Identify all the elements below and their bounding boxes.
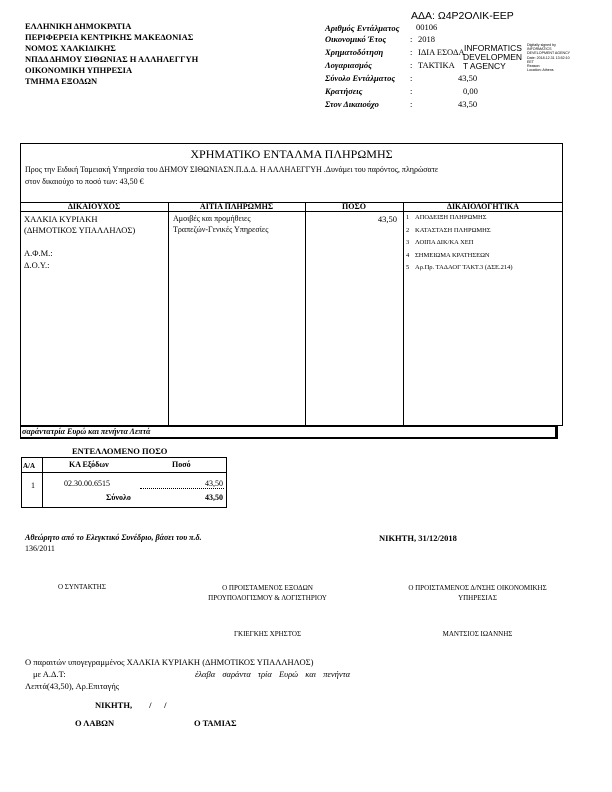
signatory-name: ΓΚΙΕΓΚΗΣ ΧΡΗΣΤΟΣ: [233, 630, 302, 638]
colon: :: [410, 86, 413, 96]
entailed-col-aa: Α/Α: [23, 462, 36, 470]
header-line: ΕΛΛΗΝΙΚΗ ΔΗΜΟΚΡΑΤΙΑ: [25, 21, 132, 31]
beneficiary-amount-label: Στον Δικαιούχο: [325, 99, 379, 109]
signature-org-line: T AGENCY: [463, 61, 506, 71]
audit-note: 136/2011: [25, 544, 55, 553]
receipt-statement: Λεπτά(43,50), Αρ.Επιταγής: [25, 681, 120, 691]
place-date: ΝΙΚΗΤΗ, 31/12/2018: [379, 533, 457, 543]
document-item: 5 Αρ.Πρ. ΤΑΔΑΟΓ ΤΑΚΤ.3 (ΔΣΕ.214): [406, 264, 513, 271]
payment-cause: Αμοιβές και προμήθειες: [173, 214, 251, 223]
signature-org-line: DEVELOPMEN: [463, 52, 523, 62]
colon: :: [410, 60, 413, 70]
col-header-amount: ΠΟΣΟ: [342, 202, 366, 211]
signature-org-line: INFORMATICS: [464, 43, 522, 53]
signature-detail-line: Reason:: [527, 64, 541, 69]
receipt-place-date: ΝΙΚΗΤΗ, / /: [95, 700, 167, 710]
year-label: Οικονομικό Έτος: [325, 34, 387, 44]
entailed-row-separator: [140, 488, 224, 489]
signatory-composer: Ο ΣΥΝΤΑΚΤΗΣ: [58, 583, 106, 591]
signature-detail-line: INFORMATICS: [527, 47, 552, 52]
order-no-value: 00106: [416, 22, 438, 32]
financing-label: Χρηματοδότηση: [325, 47, 384, 57]
entailed-row-ka: 02.30.00.6515: [64, 479, 110, 488]
payment-cause: Τραπεζών-Γενικές Υπηρεσίες: [173, 225, 269, 234]
column-divider: [305, 202, 306, 426]
signatory-financial-head: [380, 583, 575, 603]
audit-note: Αθεώρητο από το Ελεγκτικό Συνέδριο, βάσει του π.δ.: [25, 533, 202, 542]
colon: :: [410, 99, 413, 109]
document-item: 1 ΑΠΟΔΕΙΞΗ ΠΛΗΡΩΜΗΣ: [406, 214, 487, 221]
order-no-label: Αριθμός Εντάλματος: [325, 23, 400, 33]
signatory-title-line: Ο ΠΡΟΙΣΤΑΜΕΝΟΣ ΕΞΟΔΩΝ: [222, 584, 313, 592]
col-header-cause: ΑΙΤΙΑ ΠΛΗΡΩΜΗΣ: [199, 202, 274, 211]
beneficiary-name: ΧΑΛΚΙΑ ΚΥΡΙΑΚΗ: [24, 214, 98, 224]
document-item: 3 ΛΟΙΠΑ ΔΙΚ/ΚΑ XEΠ: [406, 239, 474, 246]
entailed-header-border: [21, 472, 227, 473]
col-header-beneficiary: ΔΙΚΑΙΟΥΧΟΣ: [67, 202, 121, 211]
signatory-title-line: ΥΠΗΡΕΣΙΑΣ: [458, 594, 497, 602]
col-header-docs: ΔΙΚΑΙΟΛΟΓΗΤΙΚΑ: [446, 202, 520, 211]
supporting-documents-list: [406, 212, 513, 275]
amount-in-words: σαράντατρία Ευρώ και πενήντα Λεπτά: [22, 427, 151, 436]
entailed-col-ka: ΚΑ Εξόδων: [69, 460, 109, 469]
digital-signature-details: [527, 43, 570, 72]
signature-detail-line: DEVELOPMENT AGENCY: [527, 51, 571, 56]
colon: :: [410, 47, 413, 57]
signature-detail-line: EET: [527, 59, 534, 64]
document-item: 2 ΚΑΤΑΣΤΑΣΗ ΠΛΗΡΩΜΗΣ: [406, 226, 491, 234]
entailed-title: ΕΝΤΕΛΛΟΜΕΝΟ ΠΟΣΟ: [72, 446, 168, 456]
financing-value: ΙΔΙΑ ΕΣΟΔΑ: [418, 47, 465, 57]
beneficiary-amount-value: 43,50: [458, 99, 478, 109]
accounting-value: ΤΑΚΤΙΚΑ: [418, 60, 455, 70]
year-value: 2018: [418, 34, 435, 44]
intro-line: στον δικαιούχο το ποσό των: 43,50 €: [25, 177, 144, 186]
header-line: ΤΜΗΜΑ ΕΞΟΔΩΝ: [25, 76, 98, 86]
entailed-total-value: 43,50: [205, 493, 223, 502]
colon: :: [410, 34, 413, 44]
intro-line: Προς την Ειδική Ταμειακή Υπηρεσία του ΔΗΜΟΥ ΣΙΘΩΝΙΑΣΝ.Π.Δ.Δ. Η ΑΛΛΗΛΕΓΓΥΗ .Δυνάμει του παρόντος, πληρώσατε: [25, 165, 439, 174]
beneficiary-role: (ΔΗΜΟΤΙΚΟΣ ΥΠΑΛΛΗΛΟΣ): [24, 225, 136, 235]
payment-amount: 43,50: [377, 214, 397, 224]
entailed-col-divider: [42, 457, 43, 508]
issuer-header: [25, 21, 198, 87]
deductions-label: Κρατήσεις: [325, 86, 363, 96]
header-line: ΝΟΜΟΣ ΧΑΛΚΙΔΙΚΗΣ: [25, 43, 116, 53]
ada-code: ΑΔΑ: Ω4Ρ2ΟΛΙΚ-ΕΕΡ: [411, 10, 514, 22]
receipt-statement: με Α.Δ.Τ:: [33, 669, 66, 679]
document-item: 4 ΣΗΜΕΙΩΜΑ ΚΡΑΤΗΣΕΩΝ: [406, 251, 490, 259]
header-line: ΠΕΡΙΦΕΡΕΙΑ ΚΕΝΤΡΙΚΗΣ ΜΑΚΕΔΟΝΙΑΣ: [25, 32, 194, 42]
deductions-value: 0,00: [463, 86, 478, 96]
colon: :: [410, 73, 413, 83]
signatory-title-line: Ο ΠΡΟΙΣΤΑΜΕΝΟΣ Δ/ΝΣΗΣ ΟΙΚΟΝΟΜΙΚΗΣ: [408, 584, 547, 592]
signature-detail-line: Date: 2018.12.31 13:52:10: [527, 55, 570, 60]
column-divider: [403, 202, 404, 426]
total-value: 43,50: [458, 73, 478, 83]
header-line: ΟΙΚΟΝΟΜΙΚΗ ΥΠΗΡΕΣΙΑ: [25, 65, 133, 75]
cashier-label: Ο ΤΑΜΙΑΣ: [194, 718, 237, 728]
entailed-total-label: Σύνολο: [106, 493, 131, 502]
total-label: Σύνολο Εντάλματος: [325, 73, 396, 83]
accounting-label: Λογαριασμός: [325, 60, 372, 70]
signature-detail-line: Location: Athens: [527, 68, 554, 73]
afm-label: Α.Φ.Μ.:: [24, 248, 53, 258]
receiver-label: Ο ΛΑΒΩΝ: [75, 718, 115, 728]
signature-detail-line: Digitally signed by: [527, 43, 556, 47]
signatory-name: ΜΑΝΤΣΙΟΣ ΙΩΑΝΝΗΣ: [442, 630, 513, 638]
column-divider: [168, 202, 169, 426]
order-title: ΧΡΗΜΑΤΙΚΟ ΕΝΤΑΛΜΑ ΠΛΗΡΩΜΗΣ: [190, 147, 393, 161]
receipt-statement: έλαβα σαράντα τρία Ευρώ και πενήντα: [195, 669, 351, 679]
entailed-row-amount: 43,50: [205, 479, 223, 488]
entailed-row-aa: 1: [31, 481, 35, 490]
signatory-title-line: ΠΡΟΥΠΟΛΟΓΙΣΜΟΥ & ΛΟΓΙΣΤΗΡΙΟΥ: [208, 594, 327, 602]
receipt-statement: Ο παραιτών υπογεγραμμένος ΧΑΛΚΙΑ ΚΥΡΙΑΚΗ (ΔΗΜΟΤΙΚΟΣ ΥΠΑΛΛΗΛΟΣ): [25, 657, 314, 667]
doy-label: Δ.Ο.Υ.:: [24, 260, 50, 270]
header-line: ΝΠΔΔ ΔΗΜΟΥ ΣΙΘΩΝΙΑΣ Η ΑΛΛΗΛΕΓΓΥΗ: [25, 54, 199, 64]
signatory-expenses-head: [180, 583, 355, 603]
entailed-col-amount: Ποσό: [172, 460, 191, 469]
